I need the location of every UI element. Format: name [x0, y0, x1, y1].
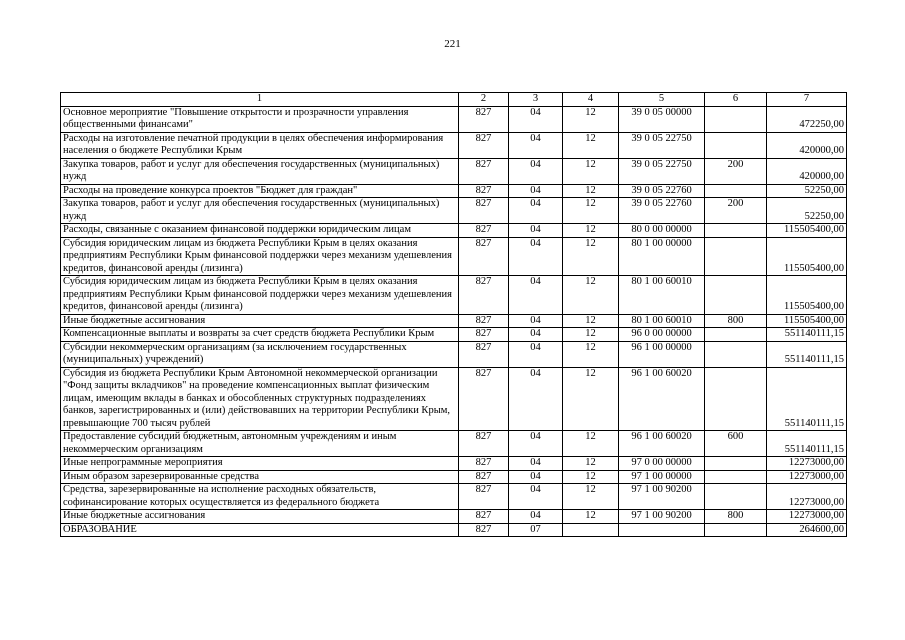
- table-row: [61, 198, 847, 224]
- row-ved-cell: 827: [459, 470, 509, 484]
- table-row: [61, 341, 847, 367]
- row-name-cell: Субсидия юридическим лицам из бюджета Республики Крым в целях оказания предприятиям Республики Крым финансовой поддержки через механизм удешевления кредитов, финансовой аренды (лизинга): [61, 237, 459, 276]
- row-subsection-cell: 12: [563, 276, 619, 315]
- row-section-cell: 04: [509, 510, 563, 524]
- row-target-code-cell: 80 1 00 60010: [619, 276, 705, 315]
- row-expense-type-cell: [705, 470, 767, 484]
- row-ved-cell: 827: [459, 198, 509, 224]
- row-name-cell: Средства, зарезервированные на исполнение расходных обязательств, софинансирование которых осуществляется из федерального бюджета: [61, 484, 459, 510]
- row-ved-cell: 827: [459, 237, 509, 276]
- row-ved-cell: 827: [459, 132, 509, 158]
- row-expense-type-cell: [705, 457, 767, 471]
- table-header-row: [61, 93, 847, 107]
- row-section-cell: 04: [509, 457, 563, 471]
- row-expense-type-cell: 200: [705, 198, 767, 224]
- row-amount-cell: 420000,00: [767, 158, 847, 184]
- budget-table: [60, 92, 847, 537]
- row-target-code-cell: 96 1 00 60020: [619, 431, 705, 457]
- row-ved-cell: 827: [459, 484, 509, 510]
- table-row: [61, 328, 847, 342]
- table-row: [61, 106, 847, 132]
- table-row: [61, 470, 847, 484]
- table-row: [61, 224, 847, 238]
- row-section-cell: 04: [509, 431, 563, 457]
- row-section-cell: 04: [509, 237, 563, 276]
- row-subsection-cell: 12: [563, 237, 619, 276]
- row-expense-type-cell: [705, 237, 767, 276]
- row-target-code-cell: 39 0 05 22750: [619, 132, 705, 158]
- row-expense-type-cell: [705, 328, 767, 342]
- row-amount-cell: 12273000,00: [767, 457, 847, 471]
- row-subsection-cell: 12: [563, 484, 619, 510]
- row-subsection-cell: 12: [563, 132, 619, 158]
- column-header: 2: [459, 93, 509, 107]
- row-section-cell: 04: [509, 158, 563, 184]
- row-name-cell: Предоставление субсидий бюджетным, автономным учреждениям и иным некоммерческим организациям: [61, 431, 459, 457]
- table-row: [61, 431, 847, 457]
- row-ved-cell: 827: [459, 224, 509, 238]
- row-subsection-cell: 12: [563, 328, 619, 342]
- row-name-cell: Субсидия из бюджета Республики Крым Автономной некоммерческой организации "Фонд защиты вкладчиков" на проведение компенсационных выплат физическим лицам, имеющим вклады в банках и обособленных структурных подразделениях банков, зарегистрированных и (или) действовавших на территории Республики Крым, превышающие 700 тысяч рублей: [61, 367, 459, 431]
- row-section-cell: 04: [509, 367, 563, 431]
- row-name-cell: Основное мероприятие "Повышение открытости и прозрачности управления общественными финансами": [61, 106, 459, 132]
- row-ved-cell: 827: [459, 523, 509, 537]
- row-ved-cell: 827: [459, 431, 509, 457]
- row-expense-type-cell: [705, 184, 767, 198]
- row-target-code-cell: 96 0 00 00000: [619, 328, 705, 342]
- table-row: [61, 184, 847, 198]
- page-number: 221: [444, 38, 461, 50]
- row-name-cell: Иным образом зарезервированные средства: [61, 470, 459, 484]
- row-subsection-cell: 12: [563, 457, 619, 471]
- row-name-cell: Расходы на изготовление печатной продукции в целях обеспечения информирования населения о бюджете Республики Крым: [61, 132, 459, 158]
- row-target-code-cell: 97 1 00 90200: [619, 510, 705, 524]
- row-ved-cell: 827: [459, 184, 509, 198]
- row-target-code-cell: 80 1 00 60010: [619, 314, 705, 328]
- row-ved-cell: 827: [459, 106, 509, 132]
- column-header: 6: [705, 93, 767, 107]
- row-amount-cell: 115505400,00: [767, 276, 847, 315]
- row-amount-cell: 52250,00: [767, 184, 847, 198]
- column-header: 7: [767, 93, 847, 107]
- row-name-cell: Закупка товаров, работ и услуг для обеспечения государственных (муниципальных) нужд: [61, 158, 459, 184]
- column-header: 3: [509, 93, 563, 107]
- row-amount-cell: 551140111,15: [767, 431, 847, 457]
- row-name-cell: Закупка товаров, работ и услуг для обеспечения государственных (муниципальных) нужд: [61, 198, 459, 224]
- row-ved-cell: 827: [459, 367, 509, 431]
- row-subsection-cell: [563, 523, 619, 537]
- row-target-code-cell: 96 1 00 00000: [619, 341, 705, 367]
- row-ved-cell: 827: [459, 314, 509, 328]
- row-ved-cell: 827: [459, 158, 509, 184]
- table-row: [61, 158, 847, 184]
- column-header: 4: [563, 93, 619, 107]
- row-subsection-cell: 12: [563, 470, 619, 484]
- row-target-code-cell: 97 0 00 00000: [619, 457, 705, 471]
- row-name-cell: ОБРАЗОВАНИЕ: [61, 523, 459, 537]
- row-ved-cell: 827: [459, 341, 509, 367]
- row-section-cell: 04: [509, 328, 563, 342]
- row-expense-type-cell: [705, 276, 767, 315]
- table-row: [61, 457, 847, 471]
- column-header: 5: [619, 93, 705, 107]
- row-expense-type-cell: 800: [705, 510, 767, 524]
- row-ved-cell: 827: [459, 510, 509, 524]
- row-name-cell: Субсидии некоммерческим организациям (за исключением государственных (муниципальных) учреждений): [61, 341, 459, 367]
- row-amount-cell: 551140111,15: [767, 341, 847, 367]
- row-subsection-cell: 12: [563, 314, 619, 328]
- row-subsection-cell: 12: [563, 224, 619, 238]
- column-header: 1: [61, 93, 459, 107]
- row-subsection-cell: 12: [563, 341, 619, 367]
- row-expense-type-cell: [705, 224, 767, 238]
- row-expense-type-cell: [705, 484, 767, 510]
- row-amount-cell: 12273000,00: [767, 470, 847, 484]
- row-subsection-cell: 12: [563, 431, 619, 457]
- row-name-cell: Расходы, связанные с оказанием финансовой поддержки юридическим лицам: [61, 224, 459, 238]
- row-amount-cell: 115505400,00: [767, 224, 847, 238]
- row-expense-type-cell: [705, 106, 767, 132]
- row-subsection-cell: 12: [563, 106, 619, 132]
- row-target-code-cell: 39 0 05 22760: [619, 198, 705, 224]
- row-section-cell: 04: [509, 106, 563, 132]
- row-section-cell: 04: [509, 484, 563, 510]
- table-row: [61, 314, 847, 328]
- row-ved-cell: 827: [459, 457, 509, 471]
- row-amount-cell: 264600,00: [767, 523, 847, 537]
- row-section-cell: 04: [509, 341, 563, 367]
- table-row: [61, 484, 847, 510]
- row-expense-type-cell: [705, 341, 767, 367]
- row-target-code-cell: 97 1 00 90200: [619, 484, 705, 510]
- row-amount-cell: 12273000,00: [767, 484, 847, 510]
- row-name-cell: Иные непрограммные мероприятия: [61, 457, 459, 471]
- row-amount-cell: 115505400,00: [767, 237, 847, 276]
- row-expense-type-cell: 800: [705, 314, 767, 328]
- row-amount-cell: 115505400,00: [767, 314, 847, 328]
- row-name-cell: Иные бюджетные ассигнования: [61, 510, 459, 524]
- row-subsection-cell: 12: [563, 158, 619, 184]
- row-amount-cell: 551140111,15: [767, 328, 847, 342]
- row-section-cell: 04: [509, 470, 563, 484]
- row-section-cell: 04: [509, 314, 563, 328]
- row-subsection-cell: 12: [563, 184, 619, 198]
- row-section-cell: 04: [509, 276, 563, 315]
- row-section-cell: 04: [509, 184, 563, 198]
- row-name-cell: Компенсационные выплаты и возвраты за счет средств бюджета Республики Крым: [61, 328, 459, 342]
- row-ved-cell: 827: [459, 328, 509, 342]
- table-row: [61, 510, 847, 524]
- row-name-cell: Расходы на проведение конкурса проектов "Бюджет для граждан": [61, 184, 459, 198]
- row-section-cell: 04: [509, 224, 563, 238]
- row-name-cell: Субсидия юридическим лицам из бюджета Республики Крым в целях оказания предприятиям Республики Крым финансовой поддержки через механизм удешевления кредитов, финансовой аренды (лизинга): [61, 276, 459, 315]
- row-section-cell: 04: [509, 198, 563, 224]
- row-amount-cell: 420000,00: [767, 132, 847, 158]
- row-subsection-cell: 12: [563, 367, 619, 431]
- row-expense-type-cell: [705, 367, 767, 431]
- row-target-code-cell: 39 0 05 22750: [619, 158, 705, 184]
- row-ved-cell: 827: [459, 276, 509, 315]
- row-subsection-cell: 12: [563, 198, 619, 224]
- row-target-code-cell: 80 0 00 00000: [619, 224, 705, 238]
- row-amount-cell: 551140111,15: [767, 367, 847, 431]
- row-target-code-cell: 39 0 05 22760: [619, 184, 705, 198]
- row-section-cell: 04: [509, 132, 563, 158]
- row-subsection-cell: 12: [563, 510, 619, 524]
- row-expense-type-cell: [705, 523, 767, 537]
- row-expense-type-cell: 600: [705, 431, 767, 457]
- row-target-code-cell: 97 1 00 00000: [619, 470, 705, 484]
- row-target-code-cell: [619, 523, 705, 537]
- table-row: [61, 276, 847, 315]
- row-target-code-cell: 96 1 00 60020: [619, 367, 705, 431]
- row-target-code-cell: 39 0 05 00000: [619, 106, 705, 132]
- row-target-code-cell: 80 1 00 00000: [619, 237, 705, 276]
- row-amount-cell: 52250,00: [767, 198, 847, 224]
- table-row: [61, 523, 847, 537]
- row-name-cell: Иные бюджетные ассигнования: [61, 314, 459, 328]
- table-row: [61, 367, 847, 431]
- row-section-cell: 07: [509, 523, 563, 537]
- row-expense-type-cell: 200: [705, 158, 767, 184]
- table-row: [61, 132, 847, 158]
- row-expense-type-cell: [705, 132, 767, 158]
- row-amount-cell: 472250,00: [767, 106, 847, 132]
- table-row: [61, 237, 847, 276]
- row-amount-cell: 12273000,00: [767, 510, 847, 524]
